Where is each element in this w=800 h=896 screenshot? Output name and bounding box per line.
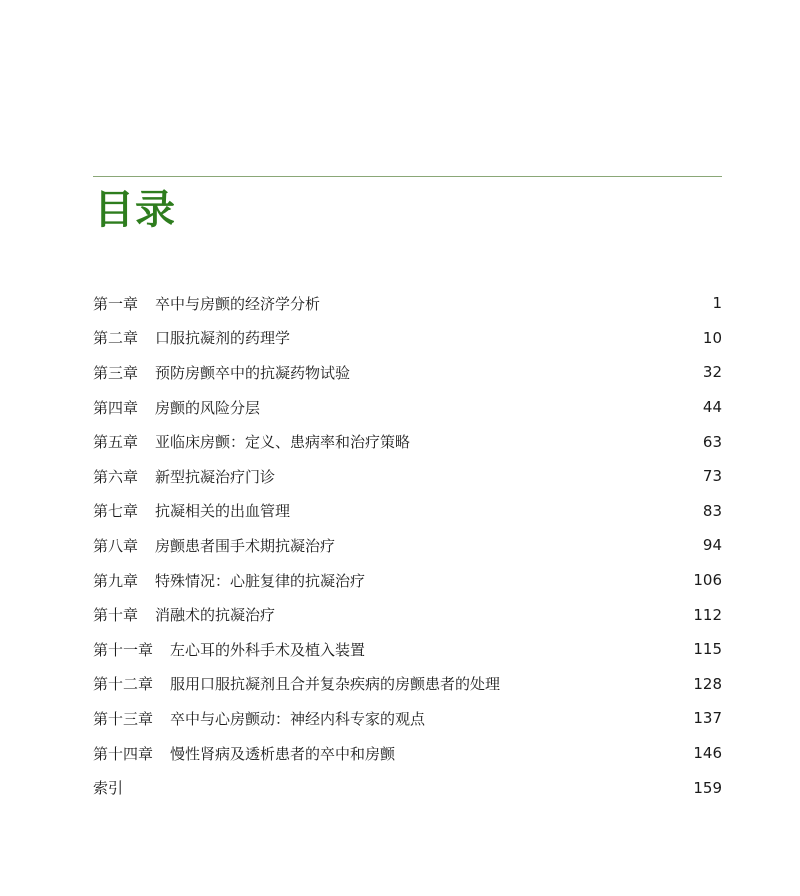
toc-entry[interactable] — [93, 563, 722, 598]
toc-chapter-number: 第二章 — [93, 329, 139, 348]
toc-entry[interactable] — [93, 770, 722, 805]
toc-chapter-number: 第六章 — [93, 467, 139, 486]
toc-page-number: 94 — [702, 536, 722, 555]
toc-chapter-number: 第十一章 — [93, 640, 154, 659]
toc-chapter-number: 第十二章 — [93, 675, 154, 694]
toc-page-number: 137 — [693, 709, 722, 728]
toc-chapter-title: 左心耳的外科手术及植入装置 — [170, 640, 366, 659]
toc-page-number: 44 — [702, 398, 722, 417]
toc-chapter-title: 口服抗凝剂的药理学 — [155, 329, 291, 348]
toc-chapter-title: 房颤患者围手术期抗凝治疗 — [155, 536, 336, 555]
toc-entry[interactable] — [93, 667, 722, 702]
table-of-contents — [93, 286, 722, 805]
toc-chapter-number: 第三章 — [93, 363, 139, 382]
toc-chapter-number: 第四章 — [93, 398, 139, 417]
toc-chapter-title: 预防房颤卒中的抗凝药物试验 — [155, 363, 351, 382]
toc-chapter-number: 第五章 — [93, 433, 139, 452]
toc-chapter-title: 亚临床房颤：定义、患病率和治疗策略 — [155, 433, 411, 452]
toc-chapter-number: 第一章 — [93, 294, 139, 313]
toc-chapter-title: 新型抗凝治疗门诊 — [155, 467, 276, 486]
toc-chapter-number: 第八章 — [93, 536, 139, 555]
page-title: 目录 — [94, 187, 176, 233]
toc-page-number: 159 — [693, 778, 722, 797]
toc-chapter-number: 索引 — [93, 779, 124, 798]
toc-page-number: 128 — [693, 674, 722, 693]
toc-chapter-title: 房颤的风险分层 — [155, 398, 261, 417]
toc-entry[interactable] — [93, 494, 722, 529]
toc-chapter-number: 第七章 — [93, 502, 139, 521]
toc-entry[interactable] — [93, 597, 722, 632]
toc-page-number: 32 — [702, 363, 722, 382]
toc-entry[interactable] — [93, 424, 722, 459]
toc-entry[interactable] — [93, 528, 722, 563]
toc-entry[interactable] — [93, 736, 722, 771]
toc-entry[interactable] — [93, 701, 722, 736]
toc-page-number: 146 — [693, 744, 722, 763]
toc-entry[interactable] — [93, 459, 722, 494]
toc-chapter-title: 特殊情况：心脏复律的抗凝治疗 — [155, 571, 366, 590]
toc-chapter-title: 卒中与房颤的经济学分析 — [155, 294, 321, 313]
toc-page-number: 83 — [702, 501, 722, 520]
toc-page-number: 1 — [712, 294, 722, 313]
toc-chapter-number: 第十三章 — [93, 709, 154, 728]
header-rule — [93, 176, 722, 177]
toc-page-number: 63 — [702, 432, 722, 451]
toc-chapter-number: 第九章 — [93, 571, 139, 590]
toc-entry[interactable] — [93, 355, 722, 390]
toc-page-number: 10 — [702, 328, 722, 347]
toc-chapter-title: 慢性肾病及透析患者的卒中和房颤 — [170, 744, 396, 763]
toc-entry[interactable] — [93, 286, 722, 321]
toc-page-number: 115 — [693, 640, 722, 659]
toc-page-number: 106 — [693, 571, 722, 590]
toc-chapter-title: 消融术的抗凝治疗 — [155, 606, 276, 625]
toc-chapter-number: 第十章 — [93, 606, 139, 625]
toc-entry[interactable] — [93, 632, 722, 667]
toc-page-number: 112 — [693, 605, 722, 624]
toc-chapter-title: 卒中与心房颤动：神经内科专家的观点 — [170, 709, 426, 728]
toc-entry[interactable] — [93, 390, 722, 425]
toc-chapter-number: 第十四章 — [93, 744, 154, 763]
toc-chapter-title: 服用口服抗凝剂且合并复杂疾病的房颤患者的处理 — [170, 675, 501, 694]
toc-chapter-title: 抗凝相关的出血管理 — [155, 502, 291, 521]
toc-entry[interactable] — [93, 321, 722, 356]
toc-page-number: 73 — [702, 467, 722, 486]
